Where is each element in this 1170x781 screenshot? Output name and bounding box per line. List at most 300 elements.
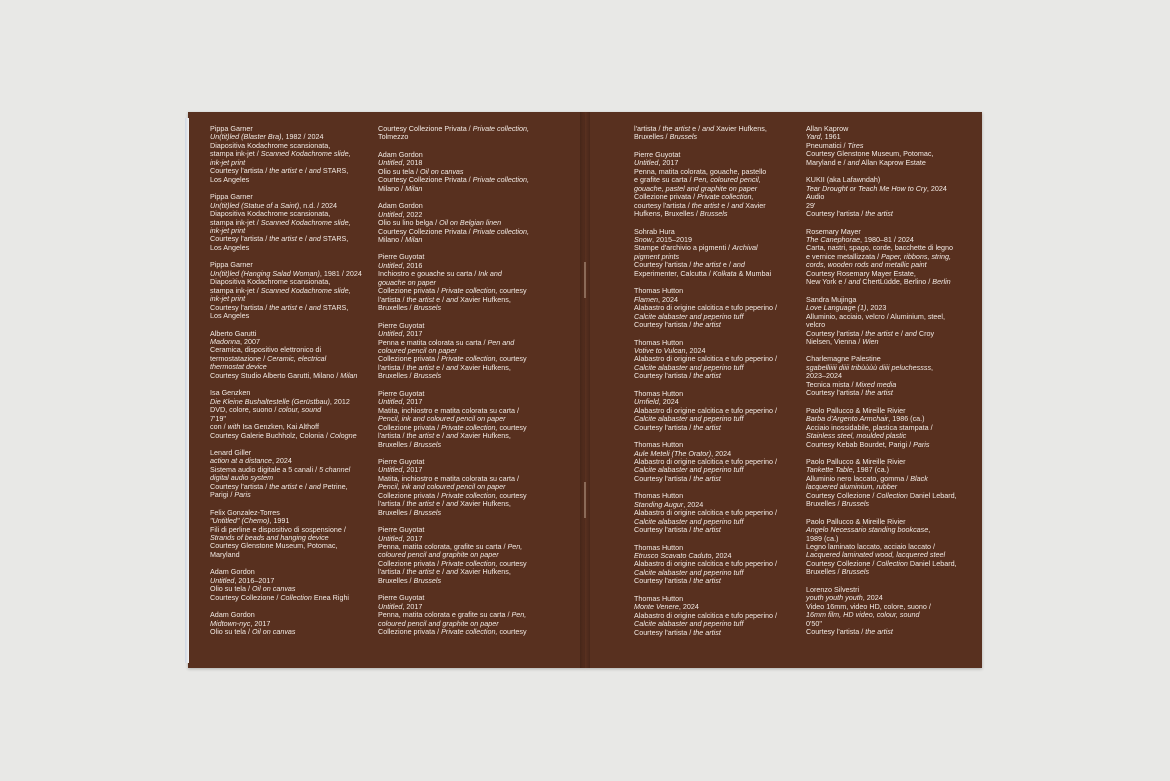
caption-text: Isa Genzken, Kai Althoff — [240, 422, 319, 432]
caption-text: , 2012 — [329, 396, 350, 406]
artwork-caption — [634, 339, 806, 381]
caption-text: Paolo Pallucco & Mireille Rivier — [806, 456, 906, 466]
caption-text: , 2018 — [402, 158, 423, 168]
caption-text: Thomas Hutton — [634, 593, 684, 603]
caption-text-italic: Oil on Belgian linen — [439, 218, 502, 228]
caption-text-italic: Calcite alabaster and peperino tuff — [634, 465, 744, 475]
caption-text: , 1986 (ca.) — [888, 414, 925, 424]
caption-text-italic: the artist — [865, 209, 893, 219]
artwork-caption — [210, 193, 382, 252]
caption-text-italic: the artist — [662, 124, 691, 133]
caption-text-italic: Private collection, — [697, 192, 754, 202]
page-edge — [185, 118, 189, 663]
caption-text: Diapositiva Kodachrome scansionata, — [210, 209, 331, 219]
caption-text: e / — [434, 362, 447, 372]
artwork-caption — [210, 389, 382, 440]
caption-text-italic: Wien — [862, 336, 879, 346]
caption-text: Olio su tela / — [378, 166, 420, 176]
caption-text-italic: Brussels — [841, 567, 870, 577]
caption-text: Pippa Garner — [210, 192, 253, 202]
caption-text: , 1991 — [269, 516, 290, 526]
caption-text-italic: pigment prints — [634, 251, 680, 261]
caption-text-italic: Calcite alabaster and peperino tuff — [634, 619, 744, 629]
caption-text-italic: and — [446, 567, 459, 577]
caption-text-italic: 5 channel — [319, 464, 351, 474]
caption-line — [806, 210, 978, 218]
caption-text-italic: Tear Drought or Teach Me How to Cry — [806, 183, 927, 193]
caption-text: Maryland e / — [806, 157, 848, 167]
caption-text: Courtesy l'artista / — [634, 576, 694, 586]
caption-text-italic: Untitled — [378, 397, 403, 407]
caption-text-italic: Paper, ribbons, string, — [881, 251, 952, 261]
caption-text-italic: Ceramic, electrical — [267, 353, 327, 363]
artwork-caption — [378, 202, 550, 244]
caption-text: , 2017 — [402, 465, 423, 475]
caption-text-italic: Monte Venere — [634, 602, 679, 612]
caption-text: Enea Righi — [311, 592, 350, 602]
caption-text-italic: Private collection, — [472, 226, 530, 236]
caption-text-italic: Stainless steel, moulded plastic — [806, 431, 907, 441]
caption-line — [806, 193, 978, 201]
caption-text-italic: Untitled — [378, 260, 403, 270]
caption-line — [634, 133, 806, 141]
caption-text: courtesy l'artista / — [634, 200, 692, 210]
caption-text: e / — [719, 200, 732, 210]
artwork-caption — [378, 125, 550, 142]
caption-text-italic: Etrusco Scavato Caduto — [634, 551, 712, 561]
caption-text: , 2024 — [678, 602, 699, 612]
caption-text: con / — [210, 422, 228, 432]
caption-text-italic: Untitled — [378, 533, 403, 543]
caption-text-italic: the artist — [406, 362, 435, 372]
caption-line — [210, 244, 382, 252]
caption-text-italic: youth youth youth — [806, 593, 863, 603]
caption-text: Maryland — [210, 549, 240, 559]
caption-text: Bruxelles / — [378, 575, 414, 585]
caption-text: Alabastro di origine calcitica e tufo peperino / — [634, 508, 778, 518]
caption-text: Petrine, — [320, 481, 348, 491]
caption-text-italic: Calcite alabaster and peperino tuff — [634, 362, 744, 372]
caption-text: courtesy — [497, 558, 527, 568]
caption-text: , 1987 (ca.) — [852, 465, 889, 475]
caption-text: Courtesy l'artista / — [806, 209, 866, 219]
caption-text: Milano / — [378, 183, 406, 193]
caption-text: Allan Kaprow — [806, 124, 849, 133]
caption-text-italic: digital audio system — [210, 473, 274, 483]
caption-text: Matita, inchiostro e matita colorata su carta / — [378, 405, 520, 415]
caption-line — [634, 210, 806, 218]
caption-text: Bruxelles / — [806, 499, 842, 509]
caption-text: , 2024 — [926, 183, 947, 193]
caption-text-italic: Brussels — [413, 507, 442, 517]
caption-text: Inchiostro e gouache su carta / — [378, 269, 479, 279]
caption-text-italic: coloured pencil and graphite on paper — [378, 618, 499, 628]
artwork-caption — [806, 518, 978, 577]
caption-text-italic: Aule Meteli (The Orator) — [634, 448, 712, 458]
caption-text-italic: Milan — [405, 183, 423, 193]
caption-text: e / — [434, 567, 447, 577]
caption-text-italic: Pen, — [511, 610, 527, 620]
caption-text: , 2017 — [402, 533, 423, 543]
caption-text-italic: and — [732, 260, 745, 270]
caption-text: courtesy — [497, 490, 527, 500]
caption-text: Xavier Hufkens, — [458, 431, 511, 441]
caption-text: , — [931, 362, 934, 372]
caption-text: STARS, — [320, 302, 349, 312]
caption-text-italic: ink-jet print — [210, 294, 246, 304]
caption-text-italic: Pen and — [487, 337, 515, 347]
caption-text-italic: Archival — [732, 243, 758, 253]
caption-text-italic: coloured pencil and graphite on paper — [378, 550, 499, 560]
caption-text-italic: Kolkata — [712, 268, 737, 278]
caption-text-italic: and — [308, 234, 321, 244]
caption-text-italic: Lacquered laminated wood, lacquered steel — [806, 550, 946, 560]
caption-text: 29' — [806, 200, 816, 210]
caption-text-italic: Untitled — [634, 158, 659, 168]
caption-text: Adam Gordon — [210, 610, 255, 620]
caption-text: Audio — [806, 192, 825, 202]
caption-text: Pierre Guyotat — [378, 252, 425, 262]
caption-text-italic: the artist — [693, 627, 721, 637]
caption-text-italic: Brussels — [413, 371, 442, 381]
caption-text: Alabastro di origine calcitica e tufo peperino / — [634, 456, 778, 466]
caption-line — [210, 406, 382, 414]
artwork-caption — [634, 151, 806, 219]
caption-text-italic: and — [446, 362, 459, 372]
caption-text: DVD, colore, suono / — [210, 405, 279, 415]
caption-text-italic: the artist — [691, 200, 720, 210]
caption-text: , 2017 — [658, 158, 679, 168]
caption-text-italic: Yard — [806, 132, 821, 142]
caption-text: Charlemagne Palestine — [806, 354, 881, 364]
caption-line — [634, 372, 806, 380]
open-catalogue — [188, 112, 982, 668]
caption-text-italic: Madonna — [210, 336, 240, 346]
caption-text-italic: Brussels — [413, 439, 442, 449]
caption-text-italic: the artist — [865, 388, 893, 398]
caption-text-italic: Untitled — [378, 158, 403, 168]
caption-text-italic: 16mm film, HD video, colour, sound — [806, 610, 920, 620]
caption-text-italic: Scanned Kodachrome slide, — [260, 149, 351, 159]
caption-text-italic: Brussels — [413, 303, 442, 313]
caption-text-italic: Calcite alabaster and peperino tuff — [634, 414, 744, 424]
caption-text: Daniel Lebard, — [907, 558, 957, 568]
caption-text: Acciaio inossidabile, plastica stampata / — [806, 422, 933, 432]
caption-text: Paolo Pallucco & Mireille Rivier — [806, 516, 906, 526]
caption-text: Courtesy l'artista / — [634, 422, 694, 432]
caption-text-italic: Private collection, — [472, 175, 530, 185]
artwork-caption — [806, 355, 978, 397]
caption-text: Courtesy l'artista / — [634, 320, 694, 330]
caption-line — [634, 577, 806, 585]
caption-text-italic: the artist — [865, 627, 893, 637]
caption-text: Courtesy Glenstone Museum, Potomac, — [806, 149, 934, 159]
caption-text-italic: and — [847, 157, 860, 167]
caption-text: Olio su lino belga / — [378, 218, 440, 228]
caption-text: , 2016–2017 — [234, 575, 275, 585]
caption-text: Pierre Guyotat — [378, 593, 425, 603]
caption-text-italic: Strands of beads and hanging device — [210, 533, 329, 543]
caption-text-italic: coloured pencil on paper — [378, 345, 457, 355]
caption-text: Courtesy l'artista / — [210, 481, 270, 491]
caption-text-italic: Love Language (1) — [806, 303, 867, 313]
caption-text: Bruxelles / — [378, 507, 414, 517]
caption-text: Penna, matita colorata, gouache, pastello — [634, 166, 767, 176]
caption-text: Milano / — [378, 234, 406, 244]
caption-text-italic: The Canephorae — [806, 234, 860, 244]
caption-line — [210, 176, 382, 184]
caption-text: Thomas Hutton — [634, 440, 684, 450]
caption-text: Courtesy l'artista / — [806, 627, 866, 637]
artwork-caption — [806, 228, 978, 287]
caption-text-italic: colour, sound — [278, 405, 322, 415]
caption-column-2 — [378, 125, 550, 646]
caption-text: Matita, inchiostro e matita colorata su carta / — [378, 473, 520, 483]
caption-text-italic: and — [308, 166, 321, 176]
caption-text-italic: action at a distance — [210, 456, 272, 466]
caption-text-italic: Mixed media — [855, 379, 897, 389]
caption-line — [378, 236, 550, 244]
caption-text: Rosemary Mayer — [806, 226, 861, 236]
artwork-caption — [634, 544, 806, 586]
caption-text: Courtesy Collezione / — [210, 592, 281, 602]
caption-text: Bruxelles / — [806, 567, 842, 577]
caption-text: Sohrab Hura — [634, 226, 675, 236]
caption-text-italic: Private collection, — [441, 558, 498, 568]
caption-text: STARS, — [320, 166, 349, 176]
caption-line — [378, 304, 550, 312]
caption-text: Sistema audio digitale a 5 canali / — [210, 464, 320, 474]
caption-text-italic: and — [702, 124, 715, 133]
caption-text: Courtesy Collezione Privata / — [378, 175, 473, 185]
caption-text-italic: gouache, pastel and graphite on paper — [634, 183, 758, 193]
caption-text-italic: Die Kleine Bushaltestelle (Gerüstbau) — [210, 396, 330, 406]
caption-text: & Mumbai — [736, 268, 772, 278]
caption-text: Xavier Hufkens, — [714, 124, 767, 133]
caption-text: 2023–2024 — [806, 371, 842, 381]
caption-text-italic: the artist — [693, 525, 721, 535]
caption-text: Diapositiva Kodachrome scansionata, — [210, 277, 331, 287]
caption-text-italic: Untitled — [378, 465, 403, 475]
caption-line — [378, 509, 550, 517]
caption-text: , 2024 — [271, 456, 292, 466]
caption-text: Courtesy l'artista / — [634, 473, 694, 483]
artwork-caption — [806, 176, 978, 218]
caption-text-italic: the artist — [693, 473, 721, 483]
caption-text: l'artista / — [378, 431, 407, 441]
caption-text-italic: Calcite alabaster and peperino tuff — [634, 567, 744, 577]
caption-text: Tolmezzo — [378, 132, 409, 142]
caption-text: Hufkens, Bruxelles / — [634, 209, 700, 219]
caption-text-italic: Tankette Table — [806, 465, 853, 475]
caption-text: Courtesy l'artista / — [806, 328, 866, 338]
caption-text: Pierre Guyotat — [378, 320, 425, 330]
caption-text: Bruxelles / — [378, 371, 414, 381]
caption-text: Xavier Hufkens, — [458, 567, 511, 577]
caption-text-italic: Collection — [876, 490, 908, 500]
caption-text: Croy — [916, 328, 935, 338]
caption-text-italic: Milan — [405, 234, 423, 244]
caption-line — [210, 594, 382, 602]
caption-text: e / — [434, 499, 447, 509]
caption-text-italic: Un(tit)led (Hanging Salad Woman) — [210, 268, 320, 278]
caption-text: Felix Gonzalez-Torres — [210, 507, 280, 517]
caption-line — [378, 185, 550, 193]
caption-text: STARS, — [320, 234, 349, 244]
caption-text: Xavier Hufkens, — [458, 294, 511, 304]
caption-text: Daniel Lebard, — [907, 490, 957, 500]
caption-text: Experimenter, Calcutta / — [634, 268, 713, 278]
caption-text: Courtesy Collezione Privata / — [378, 124, 473, 133]
caption-text-italic: lacquered aluminium, rubber — [806, 482, 898, 492]
caption-text: Courtesy l'artista / — [634, 260, 694, 270]
caption-column-1 — [210, 125, 382, 646]
caption-text: Courtesy l'artista / — [210, 234, 270, 244]
caption-text-italic: Oil on canvas — [419, 166, 464, 176]
caption-text: Thomas Hutton — [634, 388, 684, 398]
caption-text: Fili di perline e dispositivo di sospensione / — [210, 524, 346, 534]
caption-text: Olio su tela / — [210, 627, 252, 637]
caption-text: stampa ink-jet / — [210, 217, 261, 227]
caption-text: Penna e matita colorata su carta / — [378, 337, 488, 347]
caption-text: , — [928, 525, 931, 535]
caption-text: l'artista / — [634, 124, 663, 133]
caption-text-italic: Flamen — [634, 294, 658, 304]
artwork-caption — [378, 253, 550, 312]
caption-text: Xavier Hufkens, — [458, 499, 511, 509]
caption-text-italic: Oil on canvas — [251, 584, 296, 594]
caption-text-italic: Angelo Necessario standing bookcase — [806, 525, 929, 535]
caption-text-italic: the artist — [693, 320, 721, 330]
caption-text-italic: the artist — [693, 260, 721, 270]
caption-text-italic: Berlin — [932, 277, 951, 287]
caption-line — [806, 628, 978, 636]
caption-text-italic: Calcite alabaster and peperino tuff — [634, 516, 744, 526]
caption-text: KUKII (aka Lafawndah) — [806, 175, 881, 185]
caption-text: , 2017 — [402, 601, 423, 611]
caption-text: Alberto Garutti — [210, 328, 257, 338]
caption-text-italic: cords, wooden rods and metallic paint — [806, 260, 927, 270]
caption-text-italic: and — [731, 200, 744, 210]
caption-text-italic: Untitled — [378, 601, 403, 611]
caption-text-italic: Pencil, ink and coloured pencil on paper — [378, 414, 506, 424]
caption-line — [634, 424, 806, 432]
caption-text: Pneumatici / — [806, 140, 848, 150]
caption-text: New York e / — [806, 277, 849, 287]
caption-text: courtesy — [497, 627, 527, 637]
artwork-caption — [378, 322, 550, 381]
caption-text: 0'50" — [806, 618, 822, 628]
caption-text: Alabastro di origine calcitica e tufo peperino / — [634, 354, 778, 364]
caption-text-italic: ink-jet print — [210, 157, 246, 167]
caption-text: Penna, matita colorata e grafite su carta / — [378, 610, 512, 620]
caption-text-italic: and — [446, 294, 459, 304]
caption-text: e / — [690, 124, 703, 133]
caption-text: e / — [892, 328, 905, 338]
caption-text: Courtesy Collezione / — [806, 490, 877, 500]
caption-text: , 2007 — [239, 336, 260, 346]
caption-text: ChertLüdde, Berlino / — [860, 277, 933, 287]
artwork-caption — [806, 296, 978, 347]
artwork-caption — [378, 151, 550, 193]
caption-text: l'artista / — [378, 362, 407, 372]
caption-line — [634, 270, 806, 278]
caption-text: Alabastro di origine calcitica e tufo peperino / — [634, 405, 778, 415]
caption-text: Courtesy l'artista / — [210, 302, 270, 312]
caption-text-italic: Urnfield — [634, 397, 659, 407]
caption-text: e / — [296, 481, 309, 491]
artwork-caption — [634, 390, 806, 432]
caption-text-italic: the artist — [693, 422, 721, 432]
caption-line — [378, 133, 550, 141]
caption-text-italic: the artist — [693, 576, 721, 586]
caption-text: , 2024 — [658, 397, 679, 407]
caption-text: Bruxelles / — [634, 132, 670, 142]
caption-text-italic: Tires — [847, 140, 864, 150]
caption-text-italic: Untitled — [378, 329, 403, 339]
artwork-caption — [210, 125, 382, 184]
caption-line — [806, 185, 978, 193]
caption-text-italic: the artist — [865, 328, 893, 338]
artwork-caption — [378, 594, 550, 636]
caption-text: Collezione privata / — [634, 192, 698, 202]
caption-text-italic: Paris — [234, 490, 251, 500]
caption-text-italic: Untitled — [378, 209, 403, 219]
caption-text-italic: the artist — [406, 499, 435, 509]
caption-text-italic: the artist — [406, 567, 435, 577]
caption-text: Tecnica mista / — [806, 379, 856, 389]
caption-text: , n.d. / 2024 — [299, 200, 338, 210]
caption-text-italic: sgabelliiiii diiii tribùùùù diiii peluchessss — [806, 362, 932, 372]
caption-text: Ceramica, dispositivo elettronico di — [210, 345, 322, 355]
caption-text: Los Angeles — [210, 174, 250, 184]
caption-text: Alabastro di origine calcitica e tufo peperino / — [634, 559, 778, 569]
staple — [584, 262, 586, 298]
caption-text: Courtesy l'artista / — [806, 388, 866, 398]
caption-text: , 2017 — [402, 329, 423, 339]
caption-text: e / — [296, 302, 309, 312]
caption-text: termostatazione / — [210, 353, 268, 363]
caption-text-italic: Scanned Kodachrome slide, — [260, 285, 351, 295]
caption-text: stampa ink-jet / — [210, 285, 261, 295]
artwork-caption — [634, 287, 806, 329]
caption-text-italic: Un(tit)led (Statue of a Saint) — [210, 200, 300, 210]
artwork-caption — [634, 228, 806, 279]
caption-text-italic: with — [227, 422, 241, 432]
caption-text-italic: Untitled — [210, 575, 235, 585]
caption-text-italic: Brussels — [413, 575, 442, 585]
artwork-caption — [806, 586, 978, 637]
caption-text-italic: Black — [910, 473, 928, 483]
caption-line — [806, 568, 978, 576]
caption-line — [634, 629, 806, 637]
caption-text: Thomas Hutton — [634, 286, 684, 296]
artwork-caption — [210, 509, 382, 560]
staple — [584, 482, 586, 518]
caption-text: , 1980–81 / 2024 — [859, 234, 914, 244]
caption-text: Alluminio nero laccato, gomma / — [806, 473, 911, 483]
caption-text: Collezione privata / — [378, 627, 442, 637]
caption-line — [806, 500, 978, 508]
caption-text: Nielsen, Vienna / — [806, 336, 863, 346]
caption-text: , 2024 — [685, 345, 706, 355]
artwork-caption — [634, 595, 806, 637]
caption-text: , 2024 — [683, 499, 704, 509]
caption-text: e / — [434, 294, 447, 304]
caption-text: Courtesy l'artista / — [634, 371, 694, 381]
caption-text-italic: Standing Augur — [634, 499, 684, 509]
caption-text: Lorenzo Silvestri — [806, 584, 860, 594]
